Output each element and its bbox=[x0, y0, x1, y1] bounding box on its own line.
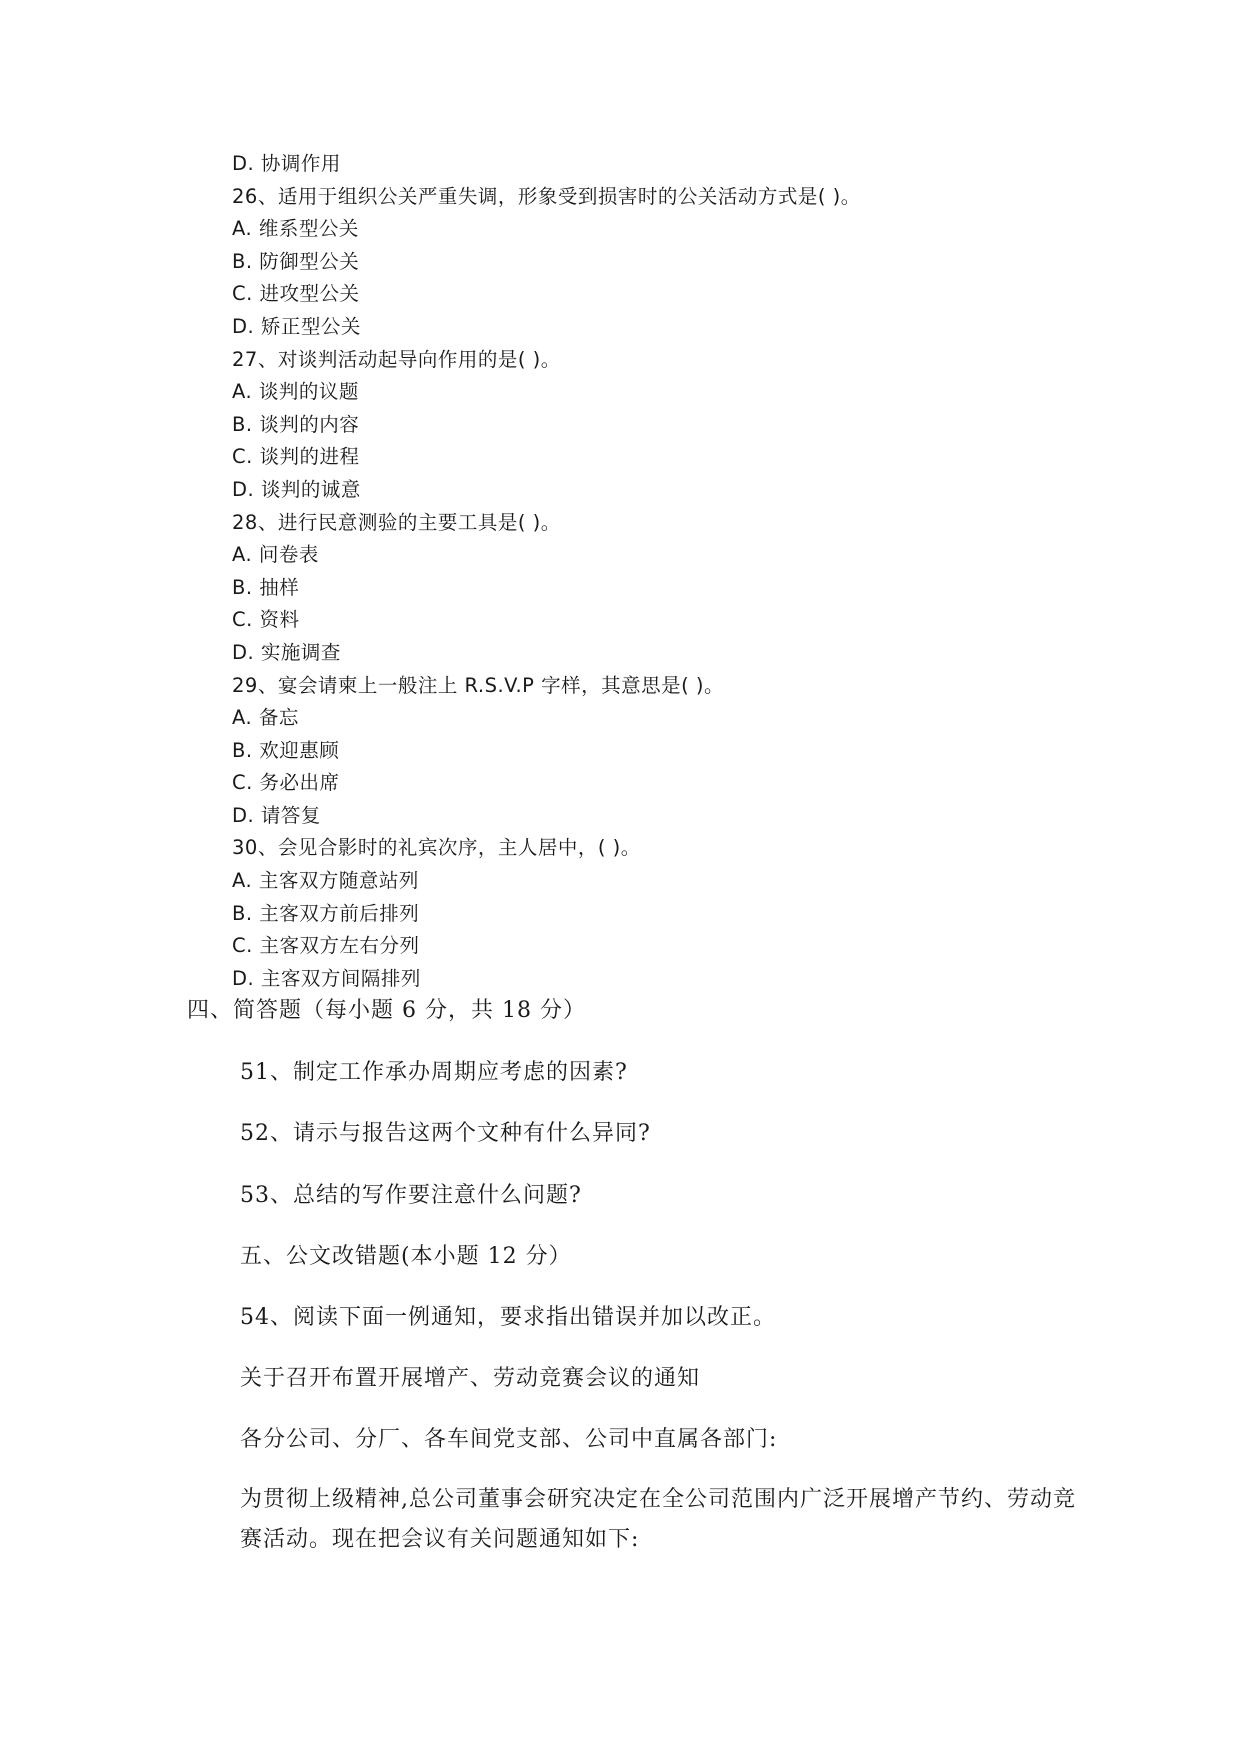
option-line: D. 主客双方间隔排列 bbox=[232, 966, 421, 990]
option-line: A. 谈判的议题 bbox=[232, 380, 359, 404]
question-53: 53、总结的写作要注意什么问题? bbox=[240, 1183, 582, 1208]
option-line: A. 维系型公关 bbox=[232, 217, 359, 241]
question-28: 28、进行民意测验的主要工具是( )。 bbox=[232, 510, 561, 534]
option-line: C. 资料 bbox=[232, 608, 300, 632]
question-26: 26、适用于组织公关严重失调，形象受到损害时的公关活动方式是( )。 bbox=[232, 184, 861, 208]
notice-title: 关于召开布置开展增产、劳动竞赛会议的通知 bbox=[240, 1366, 701, 1391]
question-54: 54、阅读下面一例通知，要求指出错误并加以改正。 bbox=[240, 1305, 776, 1330]
option-line: D. 请答复 bbox=[232, 803, 321, 827]
option-line: D. 协调作用 bbox=[232, 152, 341, 175]
option-line: D. 实施调查 bbox=[232, 640, 341, 664]
option-line: A. 问卷表 bbox=[232, 543, 319, 567]
question-29: 29、宴会请柬上一般注上 R.S.V.P 字样，其意思是( )。 bbox=[232, 673, 725, 697]
option-line: B. 抽样 bbox=[232, 575, 300, 599]
section-5-heading: 五、公文改错题(本小题 12 分） bbox=[240, 1244, 572, 1269]
notice-body bbox=[187, 1480, 1087, 1560]
option-line: C. 务必出席 bbox=[232, 771, 340, 795]
option-line: A. 主客双方随意站列 bbox=[232, 869, 419, 893]
question-27: 27、对谈判活动起导向作用的是( )。 bbox=[232, 347, 561, 371]
notice-addressee: 各分公司、分厂、各车间党支部、公司中直属各部门: bbox=[240, 1427, 778, 1452]
option-line: D. 矫正型公关 bbox=[232, 314, 361, 338]
option-line: C. 主客双方左右分列 bbox=[232, 934, 420, 958]
question-51: 51、制定工作承办周期应考虑的因素? bbox=[240, 1060, 628, 1085]
option-line: B. 欢迎惠顾 bbox=[232, 738, 340, 762]
section-4-heading: 四、简答题（每小题 6 分，共 18 分） bbox=[187, 998, 586, 1023]
option-line: D. 谈判的诚意 bbox=[232, 477, 361, 501]
option-line: B. 谈判的内容 bbox=[232, 412, 360, 436]
question-52: 52、请示与报告这两个文种有什么异同? bbox=[240, 1121, 651, 1146]
question-30: 30、会见合影时的礼宾次序，主人居中，( )。 bbox=[232, 836, 641, 860]
notice-body-text: 为贯彻上级精神,总公司董事会研究决定在全公司范围内广泛开展增产节约、劳动竞赛活动。现在把会议有关问题通知如下: bbox=[240, 1487, 1076, 1552]
option-line: B. 防御型公关 bbox=[232, 249, 360, 273]
option-line: A. 备忘 bbox=[232, 706, 299, 730]
option-line: C. 进攻型公关 bbox=[232, 282, 360, 306]
multiple-choice-section bbox=[232, 148, 861, 995]
option-line: C. 谈判的进程 bbox=[232, 445, 360, 469]
option-line: B. 主客双方前后排列 bbox=[232, 901, 420, 925]
